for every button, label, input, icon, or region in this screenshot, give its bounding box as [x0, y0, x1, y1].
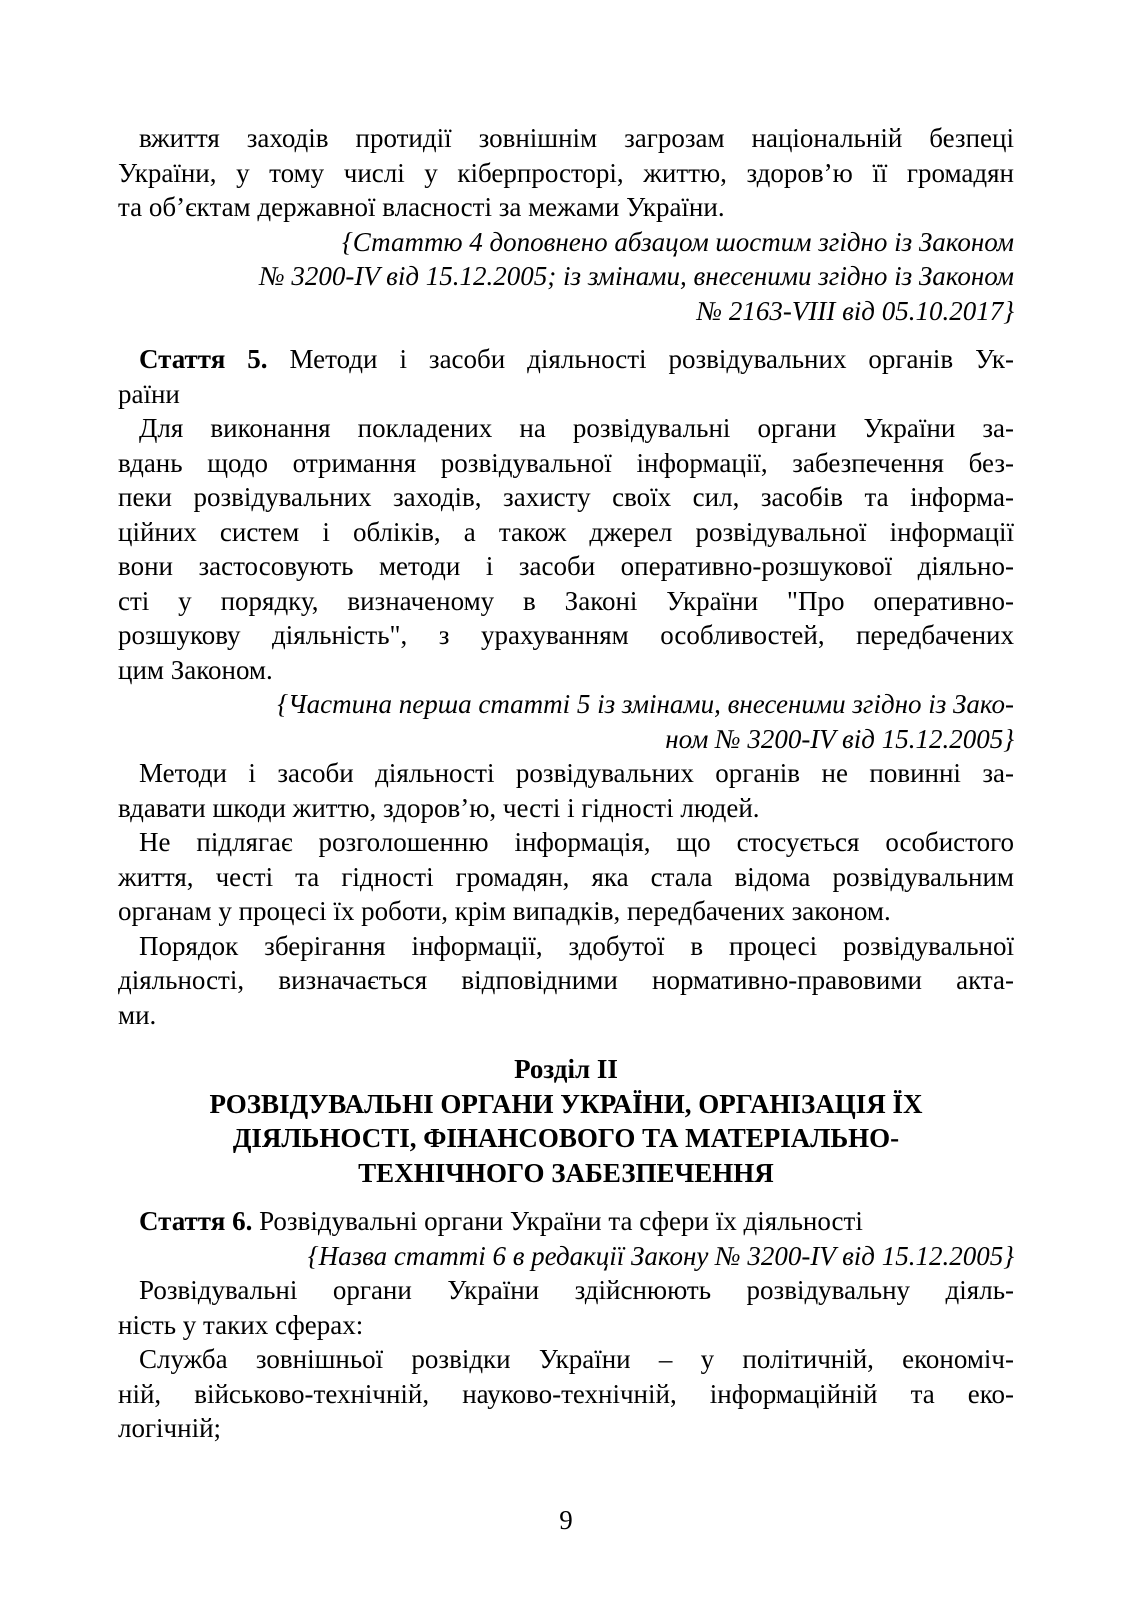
article-6-heading [118, 1204, 1014, 1239]
text-line: Служба зовнішньої розвідки України – у політичній, економіч- [139, 1344, 1014, 1374]
text-column [118, 121, 1014, 1446]
text-line: діяльності, визначається відповідними нормативно-правовими акта- [118, 965, 1014, 995]
paragraph-article6-part1 [118, 1273, 1014, 1342]
chapter-2-title [118, 1087, 1014, 1191]
article-number-label: Стаття 5. [139, 344, 268, 374]
text-line: вжиття заходів протидії зовнішнім загрозам національній безпеці [139, 123, 1014, 153]
paragraph-article5-part1 [118, 411, 1014, 687]
text-line: цим Законом. [118, 654, 273, 685]
article-5-heading [118, 342, 1014, 411]
amendment-note-article5 [118, 687, 1014, 756]
text-line: Стаття 5. Методи і засоби діяльності розвідувальних органів Ук- [139, 344, 1014, 374]
text-line: ційних систем і обліків, а також джерел розвідувальної інформації [118, 516, 1014, 547]
text-line: Розвідувальні органи України здійснюють розвідувальну діяль- [139, 1275, 1014, 1305]
paragraph-article4-carryover [118, 121, 1014, 225]
paragraph-article5-part2 [118, 756, 1014, 825]
text-line: Для виконання покладених на розвідувальні органи України за- [139, 413, 1014, 443]
text-line: вдань щодо отримання розвідувальної інформації, забезпечення без- [118, 447, 1014, 478]
text-line: сті у порядку, визначеному в Законі України "Про оперативно- [118, 585, 1014, 616]
text-line: Розділ II [514, 1054, 618, 1084]
article-number-label: Стаття 6. [139, 1206, 253, 1236]
text-line: Порядок зберігання інформації, здобутої в процесі розвідувальної [139, 930, 1014, 961]
text-line: ність у таких сферах: [118, 1309, 364, 1340]
text-line: органам у процесі їх роботи, крім випадків, передбачених законом. [118, 896, 891, 926]
text-line: раїни [118, 378, 180, 409]
amendment-note-article4 [118, 225, 1014, 329]
text-line: {Частина перша статті 5 із змінами, внесеними згідно із Зако- [277, 689, 1014, 719]
text-line: ній, військово-технічній, науково-технічній, інформаційній та еко- [118, 1378, 1014, 1409]
paragraph-article5-part3 [118, 825, 1014, 929]
text-line: життя, честі та гідності громадян, яка стала відома розвідувальним [118, 861, 1014, 892]
paragraph-article5-part4 [118, 929, 1014, 1033]
paragraph-article6-part2 [118, 1342, 1014, 1446]
text-line: РОЗВІДУВАЛЬНІ ОРГАНИ УКРАЇНИ, ОРГАНІЗАЦІЯ ЇХ [209, 1088, 923, 1119]
text-line: ми. [118, 999, 157, 1030]
text-line: України, у тому числі у кіберпросторі, життю, здоров’ю її громадян [118, 157, 1014, 188]
text-line: {Назва статті 6 в редакції Закону № 3200-IV від 15.12.2005} [307, 1240, 1014, 1271]
text-line: Методи і засоби діяльності розвідувальних органів не повинні за- [139, 758, 1014, 788]
amendment-note-article6 [118, 1239, 1014, 1274]
text-line: розшукову діяльність", з урахуванням особливостей, передбачених [118, 620, 1014, 650]
text-line: ТЕХНІЧНОГО ЗАБЕЗПЕЧЕННЯ [358, 1157, 774, 1188]
page-number: 9 [559, 1505, 573, 1535]
text-line: № 3200-IV від 15.12.2005; із змінами, внесеними згідно із Законом [259, 261, 1014, 291]
text-line: ДІЯЛЬНОСТІ, ФІНАНСОВОГО ТА МАТЕРІАЛЬНО- [232, 1123, 900, 1153]
text-line: вдавати шкоди життю, здоров’ю, честі і гідності людей. [118, 792, 760, 823]
text-line: логічній; [118, 1413, 222, 1443]
text-line: та об’єктам державної власності за межами України. [118, 192, 725, 222]
text-line: вони застосовують методи і засоби оперативно-розшукової діяльно- [118, 551, 1014, 581]
text-line: ном № 3200-IV від 15.12.2005} [665, 723, 1014, 754]
text-line: {Статтю 4 доповнено абзацом шостим згідно із Законом [341, 226, 1014, 257]
text-line: Не підлягає розголошенню інформація, що стосується особистого [139, 827, 1014, 857]
text-line: № 2163-VIII від 05.10.2017} [696, 295, 1014, 326]
chapter-2-number [118, 1052, 1014, 1087]
text-line: Стаття 6. Розвідувальні органи України та сфери їх діяльності [139, 1206, 863, 1236]
text-line: пеки розвідувальних заходів, захисту своїх сил, засобів та інформа- [118, 482, 1014, 512]
